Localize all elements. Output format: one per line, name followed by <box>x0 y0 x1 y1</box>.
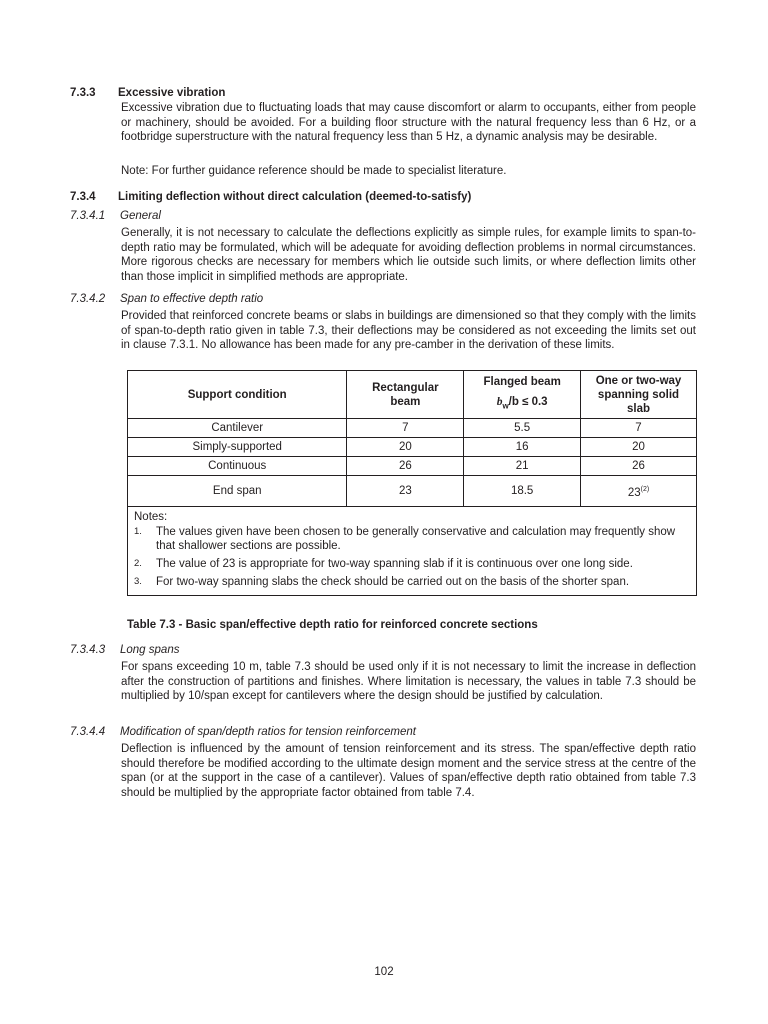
section-title: Span to effective depth ratio <box>120 293 264 305</box>
cell-slab: 20 <box>581 438 697 457</box>
cell-slab: 26 <box>581 457 697 476</box>
section-7-3-4-4-heading <box>70 725 416 739</box>
header-flanged-beam-text: Flanged beam <box>483 376 561 389</box>
header-support-condition: Support condition <box>128 371 347 419</box>
note-number: 1. <box>134 526 142 537</box>
table-row <box>128 438 697 457</box>
note-text: For two-way spanning slabs the check should be carried out on the basis of the shorter span. <box>156 576 630 588</box>
section-7-3-4-heading <box>70 190 471 204</box>
note-number: 3. <box>134 576 142 587</box>
header-rectangular-beam-text: Rectangular beam <box>372 381 439 408</box>
table-row <box>128 419 697 438</box>
section-7-3-4-1-heading <box>70 209 161 223</box>
section-title: Limiting deflection without direct calculation (deemed-to-satisfy) <box>118 191 472 203</box>
section-7-3-4-3-body: For spans exceeding 10 m, table 7.3 should be used only if it is not necessary to limit the increase in deflection after the construction of partitions and finishes. Where limitation is necessary, the values in table 7.3 should be multiplied by 10/span except for cantilevers where the design should be justified by calculation. <box>121 661 696 703</box>
cell-slab-value: 23 <box>627 486 641 499</box>
cell-flanged: 16 <box>464 438 581 457</box>
cell-support: Cantilever <box>128 419 347 438</box>
notes-title: Notes: <box>134 511 168 523</box>
section-number: 7.3.3 <box>70 87 96 99</box>
footnote-ref: (2) <box>640 485 650 493</box>
table-notes <box>128 507 697 596</box>
section-title: Modification of span/depth ratios for tension reinforcement <box>120 726 416 738</box>
section-7-3-3-heading <box>70 86 225 100</box>
note-text: The value of 23 is appropriate for two-way spanning slab if it is continuous over one long side. <box>156 558 633 570</box>
header-flanged-condition <box>464 395 580 413</box>
section-7-3-4-1-body: Generally, it is not necessary to calculate the deflections explicitly as simple rules, for example limits to span-to-depth ratio may be formulated, which will be adequate for avoiding deflection problems in normal circumstances. More rigorous checks are necessary for members which lie outside such limits, or where deflection limits other than those implicit in simplified methods are appropriate. <box>121 227 696 283</box>
table-row <box>128 457 697 476</box>
cell-support: Simply-supported <box>128 438 347 457</box>
flanged-symbol-b: b <box>496 396 503 409</box>
header-slab-text: One or two-way spanning solid slab <box>595 374 682 415</box>
section-7-3-3-note: Note: For further guidance reference should be made to specialist literature. <box>121 165 507 177</box>
cell-flanged: 5.5 <box>464 419 581 438</box>
cell-rect: 7 <box>347 419 464 438</box>
table-row <box>128 476 697 507</box>
note-item <box>134 525 690 553</box>
flanged-condition-text: /b ≤ 0.3 <box>508 396 548 409</box>
section-number: 7.3.4.4 <box>70 726 106 738</box>
section-number: 7.3.4.3 <box>70 644 106 656</box>
note-item <box>134 557 690 571</box>
cell-flanged: 21 <box>464 457 581 476</box>
cell-slab <box>581 476 697 507</box>
section-7-3-4-3-heading <box>70 643 179 657</box>
cell-slab: 7 <box>581 419 697 438</box>
section-number: 7.3.4.1 <box>70 210 106 222</box>
table-caption: Table 7.3 - Basic span/effective depth ratio for reinforced concrete sections <box>127 619 538 631</box>
table-header-row <box>128 371 697 419</box>
section-title: General <box>120 210 161 222</box>
header-flanged-beam <box>464 371 581 419</box>
span-depth-ratio-table <box>127 370 697 596</box>
cell-support: Continuous <box>128 457 347 476</box>
cell-support: End span <box>128 476 347 507</box>
cell-flanged: 18.5 <box>464 476 581 507</box>
section-number: 7.3.4.2 <box>70 293 106 305</box>
section-title: Long spans <box>120 644 180 656</box>
table-notes-row <box>128 507 697 596</box>
page-number: 102 <box>374 966 394 978</box>
section-number: 7.3.4 <box>70 191 96 203</box>
section-7-3-3-body: Excessive vibration due to fluctuating loads that may cause discomfort or alarm to occupants, either from people or machinery, should be avoided. For a building floor structure with the natural frequency less than 6 Hz, or a footbridge superstructure with the natural frequency less than 5 Hz, a dynamic analysis may be desirable. <box>121 102 696 144</box>
flanged-symbol-w: w <box>502 401 509 411</box>
section-7-3-4-4-body: Deflection is influenced by the amount of tension reinforcement and its stress. The span/effective depth ratio should therefore be modified according to the ultimate design moment and the service stress at the centre of the span (or at the support in the case of a cantilever). Values of span/effective depth ratio obtained from table 7.3 should be multiplied by the appropriate factor obtained from table 7.4. <box>121 743 696 799</box>
cell-rect: 20 <box>347 438 464 457</box>
section-title: Excessive vibration <box>118 87 226 99</box>
cell-rect: 23 <box>347 476 464 507</box>
header-rectangular-beam <box>347 371 464 419</box>
note-item <box>134 575 690 589</box>
section-7-3-4-2-body: Provided that reinforced concrete beams or slabs in buildings are dimensioned so that they comply with the limits of span-to-depth ratio given in table 7.3, their deflections may be considered as not exceeding the limits set out in clause 7.3.1. No allowance has been made for any pre-camber in the derivation of these limits. <box>121 310 696 352</box>
header-slab <box>581 371 697 419</box>
note-number: 2. <box>134 558 142 569</box>
cell-rect: 26 <box>347 457 464 476</box>
section-7-3-4-2-heading <box>70 292 263 306</box>
note-text: The values given have been chosen to be generally conservative and calculation may frequently show that shallower sections are possible. <box>156 526 676 552</box>
